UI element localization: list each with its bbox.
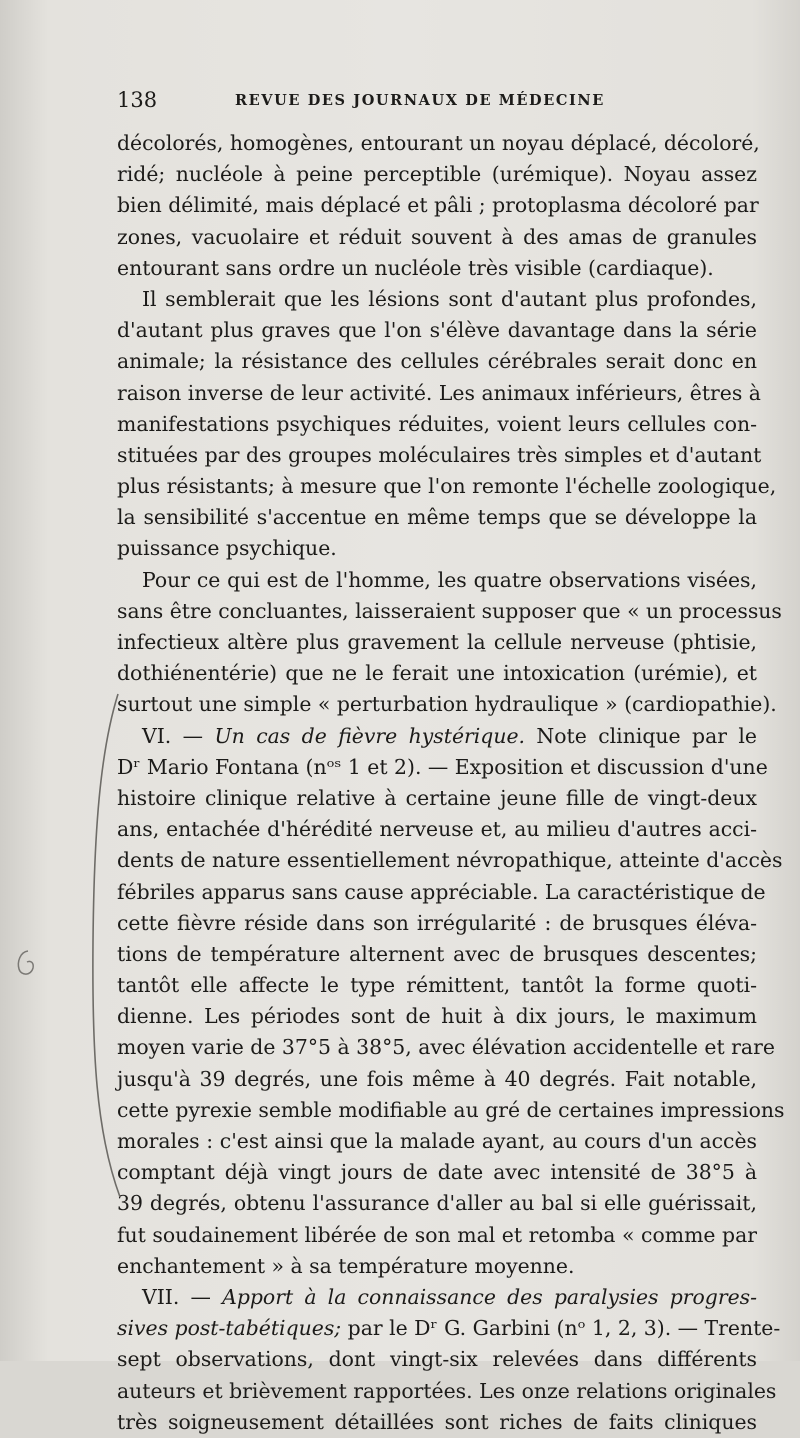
text-line: cette fièvre réside dans son irrégularité : de brusques éléva-	[117, 910, 757, 935]
margin-bracket-mark	[86, 692, 126, 1202]
text-line: ans, entachée d'hérédité nerveuse et, au milieu d'autres acci-	[117, 817, 757, 842]
text-line: enchantement » à sa température moyenne.	[117, 1253, 575, 1278]
text-line: raison inverse de leur activité. Les animaux inférieurs, êtres à	[117, 380, 761, 405]
text-line: tions de température alternent avec de brusques descentes;	[117, 941, 757, 966]
section-vii-line-2	[117, 1313, 781, 1344]
text-line: tantôt elle affecte le type rémittent, tantôt la forme quoti-	[117, 973, 757, 998]
section-vii-heading	[117, 1282, 757, 1313]
running-title: REVUE DES JOURNAUX DE MÉDECINE	[235, 92, 605, 109]
section-vii-title-1: Apport à la connaissance des paralysies progres-	[222, 1284, 758, 1309]
text-line: entourant sans ordre un nucléole très visible (cardiaque).	[117, 255, 714, 280]
text-line: 39 degrés, obtenu l'assurance d'aller au bal si elle guérissait,	[117, 1191, 757, 1216]
text-line: histoire clinique relative à certaine jeune fille de vingt-deux	[117, 785, 757, 810]
section-vi-heading	[117, 721, 757, 752]
text-line: dienne. Les périodes sont de huit à dix jours, le maximum	[117, 1004, 757, 1029]
text-line: jusqu'à 39 degrés, une fois même à 40 degrés. Fait notable,	[117, 1066, 757, 1091]
section-vi-rest: Note clinique par le	[525, 723, 757, 748]
text-line: plus résistants; à mesure que l'on remonte l'échelle zoologique,	[117, 474, 777, 499]
body-text	[117, 128, 785, 1438]
text-line: Il semblerait que les lésions sont d'autant plus profondes,	[142, 286, 757, 311]
section-vi-number: VI. —	[142, 723, 215, 748]
text-line: dents de nature essentiellement névropathique, atteinte d'accès	[117, 848, 783, 873]
text-line: fébriles apparus sans cause appréciable. La caractéristique de	[117, 879, 766, 904]
text-line: d'autant plus graves que l'on s'élève davantage dans la série	[117, 318, 757, 343]
text-line: stituées par des groupes moléculaires très simples et d'autant	[117, 442, 762, 467]
text-line: sans être concluantes, laisseraient supposer que « un processus	[117, 598, 782, 623]
page-number: 138	[117, 88, 158, 112]
text-line: bien délimité, mais déplacé et pâli ; protoplasma décoloré par	[117, 193, 759, 218]
text-line: ridé; nucléole à peine perceptible (urémique). Noyau assez	[117, 162, 757, 187]
text-line: sept observations, dont vingt-six relevées dans différents	[117, 1347, 757, 1372]
text-line: morales : c'est ainsi que la malade ayant, au cours d'un accès	[117, 1129, 757, 1153]
page-header	[117, 88, 757, 118]
text-line: cette pyrexie semble modifiable au gré de certaines impressions	[117, 1097, 785, 1122]
text-line: la sensibilité s'accentue en même temps que se développe la	[117, 505, 757, 530]
text-line: décolorés, homogènes, entourant un noyau déplacé, décoloré,	[117, 131, 760, 155]
text-line: moyen varie de 37°5 à 38°5, avec élévation accidentelle et rare	[117, 1035, 775, 1060]
text-line: Dʳ Mario Fontana (nᵒˢ 1 et 2). — Exposition et discussion d'une	[117, 754, 768, 779]
text-line: animale; la résistance des cellules cérébrales serait donc en	[117, 349, 757, 374]
text-line: comptant déjà vingt jours de date avec intensité de 38°5 à	[117, 1160, 757, 1185]
text-line: fut soudainement libérée de son mal et retomba « comme par	[117, 1222, 757, 1247]
text-line: infectieux altère plus gravement la cellule nerveuse (phtisie,	[117, 630, 757, 654]
margin-pencil-mark	[14, 948, 38, 978]
text-line: surtout une simple « perturbation hydraulique » (cardiopathie).	[117, 692, 777, 717]
text-line: auteurs et brièvement rapportées. Les onze relations originales	[117, 1378, 777, 1403]
section-vii-number: VII. —	[142, 1284, 223, 1309]
text-line: puissance psychique.	[117, 536, 337, 561]
text-line: dothiénentérie) que ne le ferait une intoxication (urémie), et	[117, 661, 757, 686]
section-vi-title: Un cas de fièvre hystérique.	[214, 723, 526, 748]
text-line: très soigneusement détaillées sont riches de faits cliniques	[117, 1409, 757, 1434]
section-vii-rest: par le Dʳ G. Garbini (nᵒ 1, 2, 3). — Trente-	[341, 1316, 781, 1341]
section-vii-title-2: sives post-tabétiques;	[117, 1316, 342, 1341]
text-line: Pour ce qui est de l'homme, les quatre observations visées,	[142, 567, 757, 592]
text-line: manifestations psychiques réduites, voient leurs cellules con-	[117, 411, 757, 436]
text-line: zones, vacuolaire et réduit souvent à des amas de granules	[117, 224, 757, 249]
